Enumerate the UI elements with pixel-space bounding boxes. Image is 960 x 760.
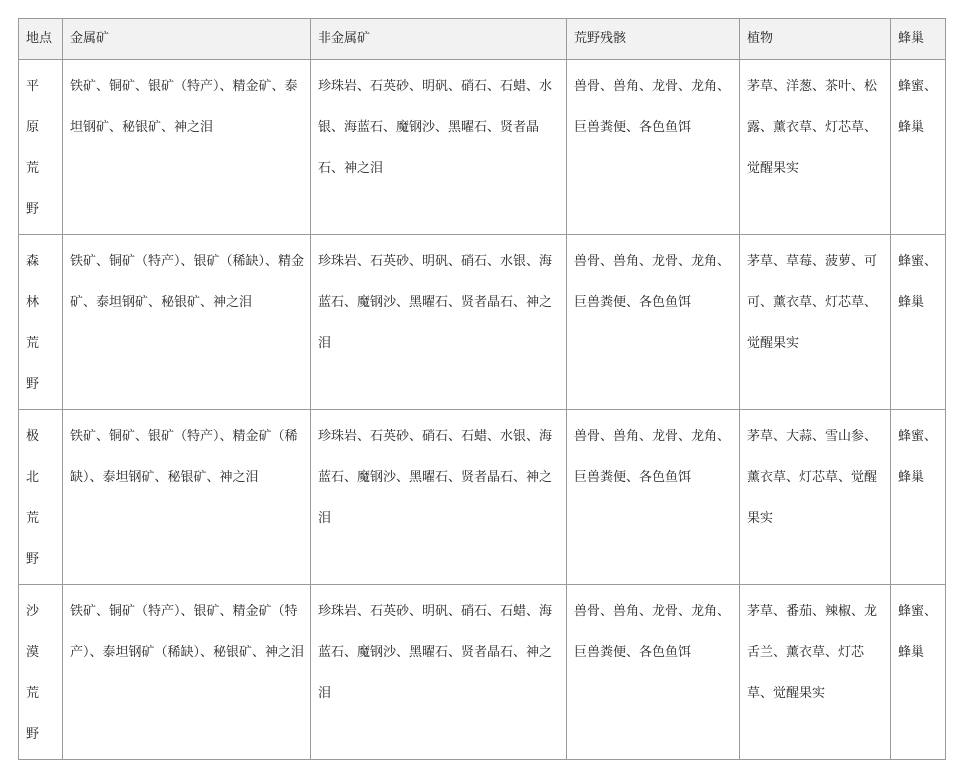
header-metal-ore: 金属矿	[63, 19, 311, 60]
table-row	[19, 235, 946, 410]
cell-hive: 蜂蜜、蜂巢	[891, 60, 946, 235]
cell-hive: 蜂蜜、蜂巢	[891, 585, 946, 760]
cell-nonmetal-ore: 珍珠岩、石英砂、明矾、硝石、水银、海蓝石、魔钢沙、黑曜石、贤者晶石、神之泪	[311, 235, 567, 410]
cell-nonmetal-ore: 珍珠岩、石英砂、明矾、硝石、石蜡、海蓝石、魔钢沙、黑曜石、贤者晶石、神之泪	[311, 585, 567, 760]
cell-nonmetal-ore: 珍珠岩、石英砂、硝石、石蜡、水银、海蓝石、魔钢沙、黑曜石、贤者晶石、神之泪	[311, 410, 567, 585]
resource-table	[18, 18, 946, 760]
cell-location: 森林荒野	[19, 235, 63, 410]
cell-location: 平原荒野	[19, 60, 63, 235]
cell-plants: 茅草、草莓、菠萝、可可、薰衣草、灯芯草、觉醒果实	[740, 235, 891, 410]
cell-metal-ore: 铁矿、铜矿（特产）、银矿、精金矿（特产）、泰坦钢矿（稀缺）、秘银矿、神之泪	[63, 585, 311, 760]
table-header-row	[19, 19, 946, 60]
cell-nonmetal-ore: 珍珠岩、石英砂、明矾、硝石、石蜡、水银、海蓝石、魔钢沙、黑曜石、贤者晶石、神之泪	[311, 60, 567, 235]
cell-metal-ore: 铁矿、铜矿、银矿（特产）、精金矿、泰坦钢矿、秘银矿、神之泪	[63, 60, 311, 235]
cell-hive: 蜂蜜、蜂巢	[891, 410, 946, 585]
cell-wild-remains: 兽骨、兽角、龙骨、龙角、巨兽粪便、各色鱼饵	[567, 235, 740, 410]
table-row	[19, 410, 946, 585]
header-nonmetal-ore: 非金属矿	[311, 19, 567, 60]
header-hive: 蜂巢	[891, 19, 946, 60]
table-row	[19, 60, 946, 235]
cell-plants: 茅草、洋葱、茶叶、松露、薰衣草、灯芯草、觉醒果实	[740, 60, 891, 235]
cell-wild-remains: 兽骨、兽角、龙骨、龙角、巨兽粪便、各色鱼饵	[567, 60, 740, 235]
cell-wild-remains: 兽骨、兽角、龙骨、龙角、巨兽粪便、各色鱼饵	[567, 585, 740, 760]
cell-location: 极北荒野	[19, 410, 63, 585]
cell-metal-ore: 铁矿、铜矿、银矿（特产）、精金矿（稀缺）、泰坦钢矿、秘银矿、神之泪	[63, 410, 311, 585]
header-location: 地点	[19, 19, 63, 60]
cell-location: 沙漠荒野	[19, 585, 63, 760]
cell-plants: 茅草、大蒜、雪山参、薰衣草、灯芯草、觉醒果实	[740, 410, 891, 585]
cell-metal-ore: 铁矿、铜矿（特产）、银矿（稀缺）、精金矿、泰坦钢矿、秘银矿、神之泪	[63, 235, 311, 410]
cell-wild-remains: 兽骨、兽角、龙骨、龙角、巨兽粪便、各色鱼饵	[567, 410, 740, 585]
cell-hive: 蜂蜜、蜂巢	[891, 235, 946, 410]
table-row	[19, 585, 946, 760]
cell-plants: 茅草、番茄、辣椒、龙舌兰、薰衣草、灯芯草、觉醒果实	[740, 585, 891, 760]
header-wild-remains: 荒野残骸	[567, 19, 740, 60]
header-plants: 植物	[740, 19, 891, 60]
